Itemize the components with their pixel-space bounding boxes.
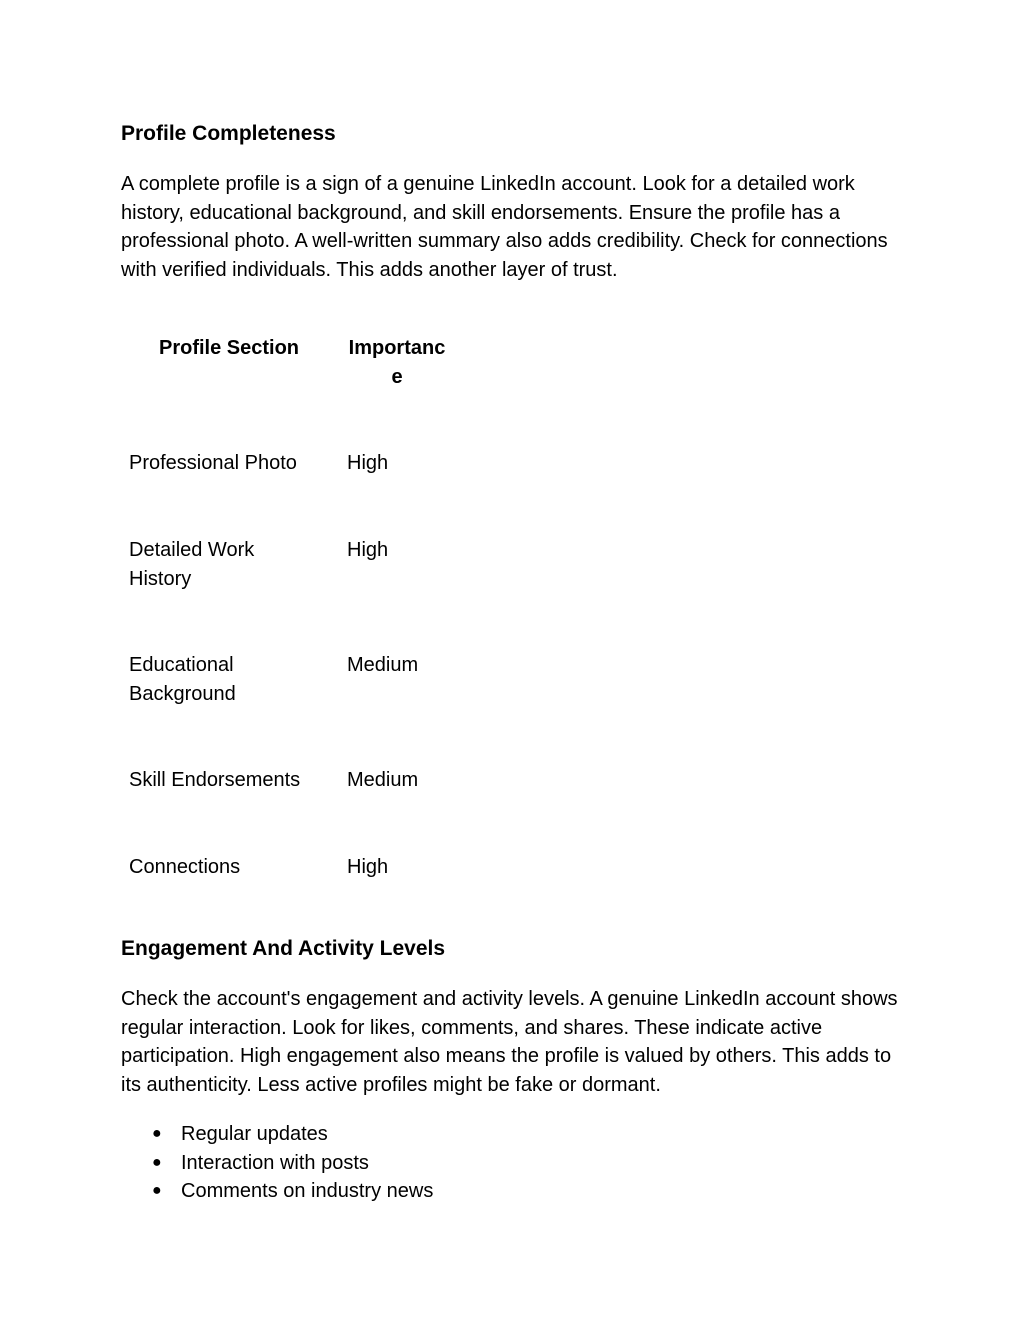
list-item xyxy=(121,1120,433,1149)
table-cell-section: Detailed Work History xyxy=(129,539,255,590)
paragraph-engagement: Check the account's engagement and activity levels. A genuine LinkedIn account shows regular interaction. Look for likes, comments, and shares. These indicate active participation. High engagement also means the profile is valued by others. This adds to its authenticity. Less active profiles might be fake or dormant. xyxy=(121,988,898,1097)
table-cell-section: Connections xyxy=(129,856,241,878)
section-heading-profile-completeness: Profile Completeness xyxy=(121,122,336,145)
bullet-icon: ● xyxy=(152,1125,162,1142)
table-header-importance xyxy=(347,334,447,392)
bullet-icon: ● xyxy=(152,1182,162,1200)
section-heading-engagement: Engagement And Activity Levels xyxy=(121,937,446,960)
table-cell-section: Skill Endorsements xyxy=(129,769,301,791)
engagement-bullet-list xyxy=(121,1120,433,1206)
list-item-text: Interaction with posts xyxy=(181,1151,369,1174)
paragraph-profile-completeness: A complete profile is a sign of a genuine LinkedIn account. Look for a detailed work history, educational background, and skill endorsements. Ensure the profile has a professional photo. A well-written summary also adds credibility. Check for connections with verified individuals. This adds another layer of trust. xyxy=(121,173,888,282)
list-item xyxy=(121,1177,433,1206)
table-header-profile-section: Profile Section xyxy=(158,337,300,359)
list-item-text: Comments on industry news xyxy=(181,1180,434,1203)
table-cell-importance: Medium xyxy=(347,769,419,791)
table-header-importance-text: Importance xyxy=(348,337,446,388)
bullet-icon: ● xyxy=(152,1153,162,1171)
list-item-text: Regular updates xyxy=(181,1123,328,1145)
table-cell-importance: Medium xyxy=(347,654,419,676)
table-cell-importance: High xyxy=(347,856,389,878)
table-cell-importance: High xyxy=(347,539,389,561)
list-item xyxy=(121,1149,433,1178)
table-cell-section: Educational Background xyxy=(129,654,236,705)
table-cell-importance: High xyxy=(347,452,389,474)
table-cell-section: Professional Photo xyxy=(129,452,297,474)
